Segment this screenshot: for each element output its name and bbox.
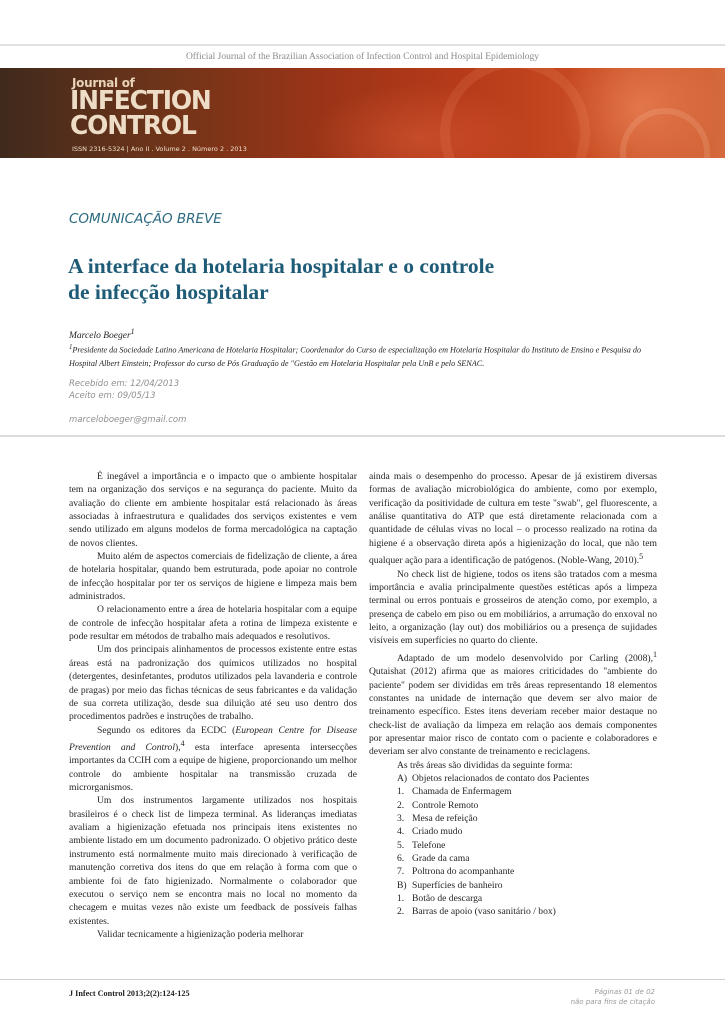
accepted-date: Aceito em: 09/05/13: [69, 391, 156, 401]
footer-divider: [0, 979, 725, 980]
body-paragraph: As três áreas são divididas da seguinte forma:: [397, 759, 573, 771]
journal-logo-word-infection: INFECTION: [70, 86, 211, 116]
author-email[interactable]: marceloboeger@gmail.com: [69, 415, 187, 425]
body-paragraph: ainda mais o desempenho do processo. Apesar de já existirem diversas formas de avaliação microbiológica do ambiente, como por exemplo, verificação da positividade de cultura em teste "swab", gel fluorescente, a análise quantitativa do ATP que está diretamente relacionada com a quantidade de células vivas no local – o processo realizado na rotina da higiene é a observação direta após a higienização do local, que não tem qualquer ação para a identificação de patógenos. (Noble-Wang, 2010).$^5$: [369, 471, 657, 567]
author-affiliation: $^1$Presidente da Sociedade Latino Americana de Hotelaria Hospitalar; Coordenador do Curso de especialização em Hotelaria Hospitalar do Instituto de Ensino e Pesquisa do Hospital Albert Einstein; Professor do curso de Pós Graduação de "Gestão em Hotelaria Hospitalar pela UnB e pelo SENAC.: [69, 344, 642, 368]
issn-line: ISSN 2316-5324 | Ano II . Volume 2 . Número 2 . 2013: [72, 145, 247, 153]
body-paragraph: Adaptado de um modelo desenvolvido por Carling (2008),$^1$ Qutaishat (2012) afirma que as maiores criticidades do "ambiente do paciente" podem ser divididas em três áreas representando 18 elementos constantes na unidade de internação que devem ser alvo maior de treinamento específico. Estes itens deveriam receber maior destaque no check-list de avaliação da limpeza em relação aos demais componentes por apresentar maior risco de contato com o paciente e colaboradores e deveriam ser alvo constante de treinamento e reciclagens.: [369, 649, 657, 758]
article-title-line: de infecção hospitalar: [68, 280, 269, 304]
footer-citation: J Infect Control 2013;2(2):124-125: [69, 989, 190, 998]
affiliation-superscript: 1: [69, 344, 73, 351]
list-item: A) Objetos relacionados de contato dos Pacientes: [397, 772, 590, 784]
journal-logo-word-control: CONTROL: [70, 111, 196, 141]
body-column-left: [69, 470, 357, 941]
top-divider: [0, 44, 725, 46]
body-paragraph: Um dos principais alinhamentos de processos existente entre estas áreas está na padronização dos químicos utilizados no hospital (detergentes, desinfetantes, produtos utilizados pela lavanderia e controle de pragas) por meio das fichas técnicas de seus fabricantes e da validação de sua correta utilização, desde sua diluição até seu uso dentro dos procedimentos padrões e instruções de trabalho.: [69, 644, 357, 723]
header-divider: [0, 435, 725, 437]
ecdc-name: European Centre for Disease Prevention and Control: [69, 724, 357, 754]
list-item: 1. Botão de descarga: [397, 893, 483, 905]
article-title-line: A interface da hotelaria hospitalar e o controle: [68, 254, 495, 278]
journal-logo-prefix: Journal of: [72, 76, 135, 90]
list-item: 1. Chamada de Enfermagem: [397, 786, 512, 798]
reference-superscript: 5: [639, 552, 644, 562]
author-name: Marcelo Boeger$^1$: [69, 327, 135, 342]
list-item: 7. Poltrona do acompanhante: [397, 866, 515, 878]
journal-tagline: Official Journal of the Brazilian Association of Infection Control and Hospital Epidemiology: [185, 52, 540, 62]
list-item: 6. Grade da cama: [397, 853, 470, 864]
list-item: 3. Mesa de refeição: [397, 812, 478, 824]
author-superscript: 1: [130, 327, 135, 336]
body-paragraph: No check list de higiene, todos os itens são tratados com a mesma importância e avalia principalmente questões estéticas após a limpeza terminal ou erros pontuais e grosseiros de atenção como, por exemplo, a presença de cabelo em piso ou em mobiliários, a arrumação do enxoval no leito, a organização (lay out) dos mobiliários ou a presença de sujidades visíveis em superfícies no quarto do cliente.: [369, 568, 657, 647]
reference-superscript: 1: [653, 649, 657, 659]
body-column-right: [369, 470, 657, 919]
body-paragraph: É inegável a importância e o impacto que o ambiente hospitalar tem na organização dos serviços e na segurança do paciente. Muito da avaliação do cliente em ambiente hospitalar está relacionado às áreas associadas à infraestrutura e qualidades dos serviços existentes e vem sendo utilizado em alguns modelos de forma mercadológica na captação de novos clientes.: [69, 471, 357, 549]
list-item: 4. Criado mudo: [397, 826, 463, 838]
body-paragraph: Segundo os editores da ECDC (European Centre for Disease Prevention and Control),$^4$ esta interface apresenta intersecções importantes da CCIH com a equipe de higiene, proporcionando um melhor controle do ambiente hospitalar na transmissão cruzada de microrganismos.: [69, 724, 357, 794]
list-item: B) Superfícies de banheiro: [397, 879, 503, 891]
body-paragraph: Um dos instrumentos largamente utilizados nos hospitais brasileiros é o check list de limpeza terminal. As lideranças imediatas avaliam a higienização efetuada nos principais itens existentes no ambiente listado em um documento padronizado. O objetivo prático deste instrumento está normalmente muito mais direcionado à verificação de manutenção corretiva dos itens do que em relação à forma com que o ambiente foi de fato higienizado. Normalmente o colaborador que executou o serviço nem se encontra mais no local no momento da checagem e muitas vezes não existe um feedback de possíveis falhas existentes.: [69, 795, 357, 927]
list-item: 5. Telefone: [397, 839, 446, 851]
received-date: Recebido em: 12/04/2013: [69, 379, 180, 389]
article-title: [68, 253, 668, 305]
list-item: 2. Controle Remoto: [397, 799, 479, 811]
reference-superscript: 4: [180, 738, 185, 748]
list-item: 2. Barras de apoio (vaso sanitário / box): [397, 906, 556, 918]
criticality-list: [369, 772, 657, 919]
footer-page-note: Páginas 01 de 02 não para fins de citação: [570, 988, 655, 1006]
section-label: COMUNICAÇÃO BREVE: [69, 211, 222, 227]
body-paragraph: O relacionamento entre a área de hotelaria hospitalar com a equipe de controle de infecção hospitalar afeta a rotina de limpeza existente e pode resultar em métodos de trabalho mais adequados e resolutivos.: [69, 604, 357, 643]
body-paragraph: Validar tecnicamente a higienização poderia melhorar: [97, 928, 304, 940]
body-paragraph: Muito além de aspectos comerciais de fidelização de cliente, a área de hotelaria hospitalar, quando bem estruturada, pode apoiar no controle de infecção hospitalar por ter os serviços de higiene e limpeza mais bem administrados.: [69, 551, 357, 603]
